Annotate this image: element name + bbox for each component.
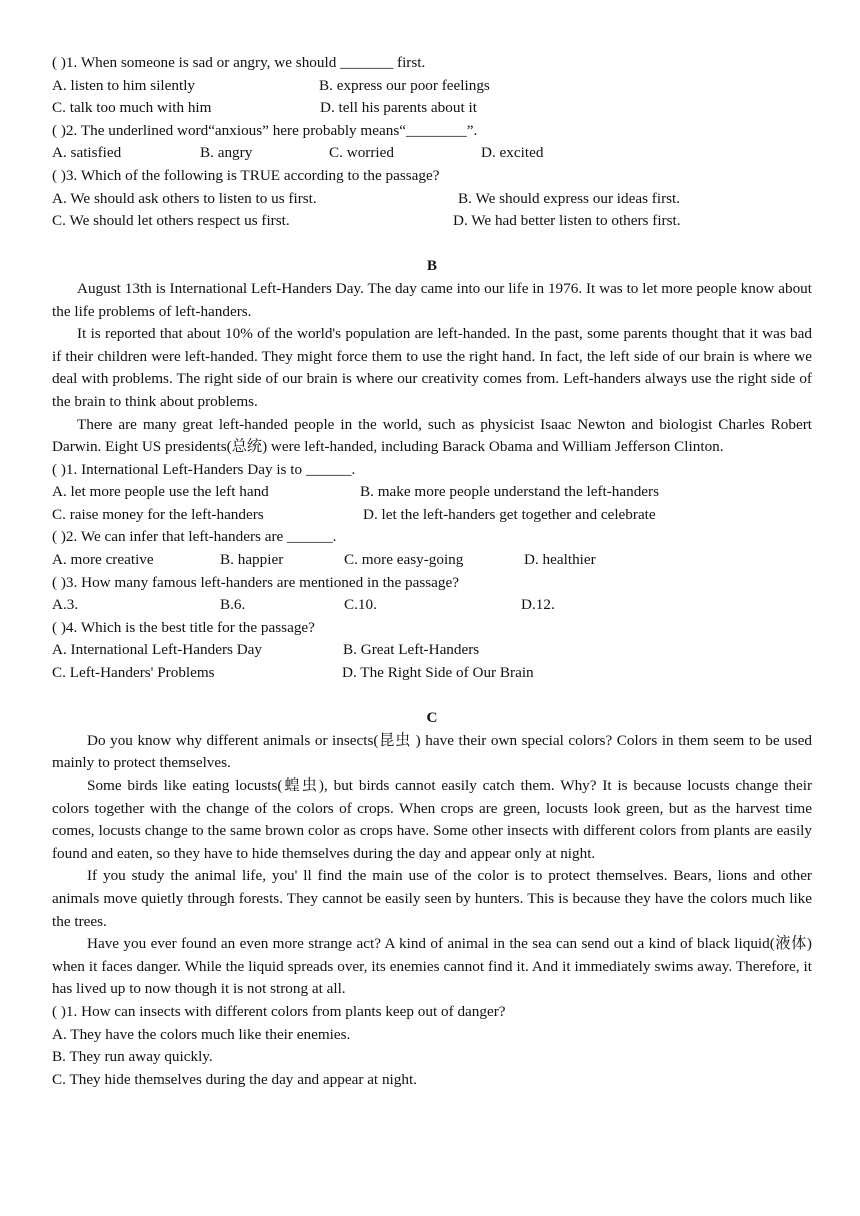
b-q4-option-b: B. Great Left-Handers [343, 641, 480, 659]
b-q2-stem: ( )2. We can infer that left-handers are ______. [52, 528, 337, 546]
a-q1-option-b: B. express our poor feelings [319, 76, 490, 94]
c-q1-option-c: C. They hide themselves during the day and appear at night. [52, 1070, 417, 1088]
a-q1-option-c: C. talk too much with him [52, 99, 212, 117]
b-q2-options [52, 549, 812, 572]
a-q3-option-d: D. We had better listen to others first. [453, 212, 681, 230]
b-q4-option-a: A. International Left-Handers Day [52, 641, 263, 659]
a-q2-option-d: D. excited [481, 144, 544, 162]
b-q4-stem: ( )4. Which is the best title for the passage? [52, 618, 315, 636]
section-c-paragraph-2: Some birds like eating locusts(蝗虫), but birds cannot easily catch them. Why? It is because locusts change their colors together with the change of the colors of crops. When crops are green, locusts look green, but as the harvest time comes, locusts change to the same brown color as crops have. Some other insects with different colors from plants are easily found and eaten, so they have to hide themselves during the day and appear only at night. [52, 777, 812, 862]
a-q3-stem: ( )3. Which of the following is TRUE according to the passage? [52, 166, 440, 184]
a-q3-options-row1 [52, 188, 812, 211]
b-q3-option-c: C.10. [344, 596, 377, 614]
a-q1-option-d: D. tell his parents about it [320, 99, 477, 117]
b-q1-stem: ( )1. International Left-Handers Day is to ______. [52, 460, 356, 478]
a-q2-stem: ( )2. The underlined word“anxious” here probably means“________”. [52, 121, 478, 139]
a-q2-option-c: C. worried [329, 144, 394, 162]
b-q4-option-d: D. The Right Side of Our Brain [342, 664, 534, 682]
b-q2-option-d: D. healthier [524, 551, 596, 569]
b-q4-options-row2 [52, 662, 812, 685]
b-q2-option-a: A. more creative [52, 551, 154, 569]
b-q1-option-a: A. let more people use the left hand [52, 483, 269, 501]
b-q1-option-b: B. make more people understand the left-handers [360, 483, 660, 501]
a-q2-options [52, 142, 812, 165]
b-q1-options-row2 [52, 504, 812, 527]
section-c-heading: C [426, 709, 438, 727]
c-q1-stem: ( )1. How can insects with different colors from plants keep out of danger? [52, 1002, 506, 1020]
b-q4-option-c: C. Left-Handers' Problems [52, 664, 215, 682]
worksheet-page [52, 52, 812, 1091]
section-b-paragraph-2: It is reported that about 10% of the world's population are left-handed. In the past, some parents thought that it was bad if their children were left-handed. They might force them to use the right hand. In fact, the left side of our brain is where we deal with problems. The right side of our brain is where our creativity comes from. Left-handers always use the right side of the brain to think about problems. [52, 325, 812, 410]
a-q2-option-b: B. angry [200, 144, 253, 162]
section-c-paragraph-4: Have you ever found an even more strange act? A kind of animal in the sea can send out a kind of black liquid(液体) when it faces danger. While the liquid spreads over, its enemies cannot find it. And it immediately swims away. Therefore, it has lived up to now though it is not strong at all. [52, 935, 812, 998]
section-b-paragraph-1: August 13th is International Left-Handers Day. The day came into our life in 1976. It was to let more people know about the life problems of left-handers. [52, 279, 812, 320]
b-q2-option-b: B. happier [220, 551, 284, 569]
section-c-paragraph-1: Do you know why different animals or insects(昆虫 ) have their own special colors? Colors in them seem to be used mainly to protect themselves. [52, 731, 812, 772]
b-q1-option-d: D. let the left-handers get together and celebrate [363, 505, 656, 523]
b-q3-options [52, 594, 812, 617]
section-b-paragraph-3: There are many great left-handed people in the world, such as physicist Isaac Newton and biologist Charles Robert Darwin. Eight US presidents(总统) were left-handed, including Barack Obama and William Jefferson Clinton. [52, 415, 812, 456]
b-q3-option-b: B.6. [220, 596, 246, 614]
section-c-paragraph-3: If you study the animal life, you' ll find the main use of the color is to protect themselves. Bears, lions and other animals move quietly through forests. They cannot be easily seen by hunters. This is because they have the colors much like the trees. [52, 867, 812, 930]
b-q1-option-c: C. raise money for the left-handers [52, 505, 264, 523]
b-q3-option-d: D.12. [521, 596, 555, 614]
a-q1-stem: ( )1. When someone is sad or angry, we should _______ first. [52, 54, 426, 71]
b-q3-stem: ( )3. How many famous left-handers are mentioned in the passage? [52, 573, 459, 591]
a-q3-option-c: C. We should let others respect us first. [52, 212, 290, 230]
a-q3-option-a: A. We should ask others to listen to us first. [52, 189, 317, 207]
b-q4-options-row1 [52, 639, 812, 662]
section-b-heading: B [426, 257, 438, 275]
a-q2-option-a: A. satisfied [52, 144, 122, 162]
a-q3-option-b: B. We should express our ideas first. [458, 189, 681, 207]
b-q1-options-row1 [52, 481, 812, 504]
a-q1-options-row1 [52, 75, 812, 98]
a-q3-options-row2 [52, 210, 812, 233]
b-q3-option-a: A.3. [52, 596, 79, 614]
b-q2-option-c: C. more easy-going [344, 551, 464, 569]
a-q1-option-a: A. listen to him silently [52, 76, 196, 94]
c-q1-option-b: B. They run away quickly. [52, 1048, 213, 1066]
c-q1-option-a: A. They have the colors much like their enemies. [52, 1025, 351, 1043]
a-q1-options-row2 [52, 97, 812, 120]
